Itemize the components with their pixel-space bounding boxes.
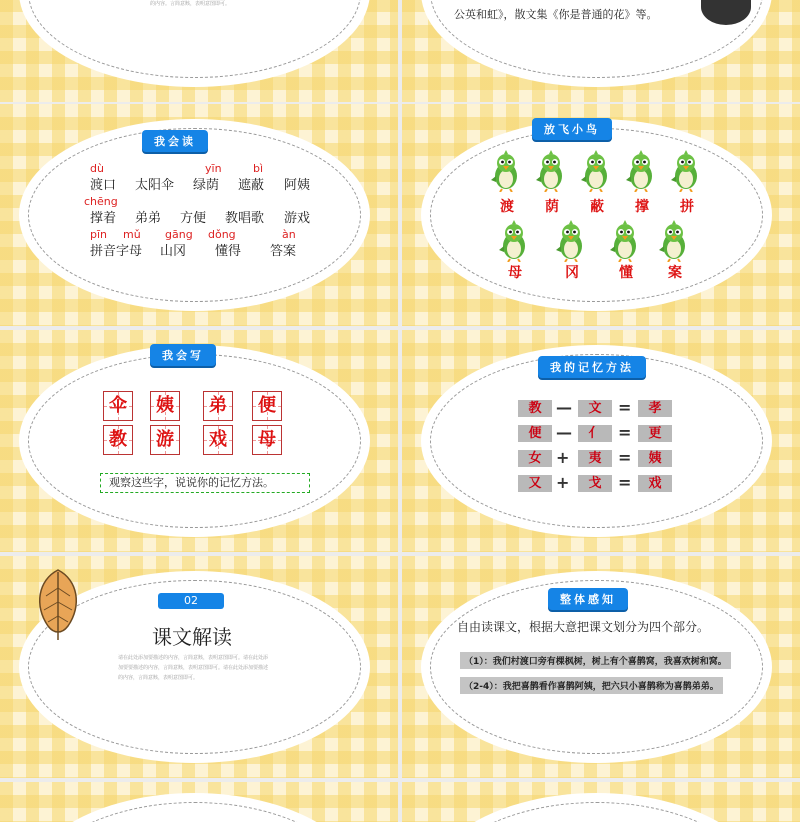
pinyin: chēng: [84, 195, 118, 208]
memory-operator: —: [556, 398, 572, 417]
tianzige-char: 母: [252, 425, 282, 455]
slide-birds[interactable]: [402, 104, 800, 326]
memory-result: 姨: [638, 450, 672, 467]
memory-operator: +: [556, 448, 570, 467]
memory-operand: 文: [578, 400, 612, 417]
word: 撑着: [90, 211, 117, 226]
leaf-icon: [30, 566, 90, 646]
bird-char: 蔽: [590, 199, 604, 215]
section-desc: 的内容，言简意赅，表明意图即可。: [118, 675, 199, 681]
slide-bottom-left[interactable]: [0, 782, 398, 822]
word: 游戏: [284, 211, 311, 226]
memory-operand: 又: [518, 475, 552, 492]
bird-char: 案: [668, 265, 682, 281]
word: 拼音字母: [90, 244, 143, 259]
pinyin: yīn: [205, 162, 222, 175]
bird-icon[interactable]: [533, 150, 569, 192]
bird-char: 母: [508, 265, 522, 281]
slide-write[interactable]: [0, 330, 398, 552]
word: 阿姨: [284, 178, 311, 193]
slide-overview[interactable]: [402, 556, 800, 778]
bird-icon[interactable]: [607, 220, 643, 262]
slide-section[interactable]: [0, 556, 398, 778]
pinyin: dǒng: [208, 228, 236, 241]
slide-top-right[interactable]: [402, 0, 800, 102]
slide-title-button[interactable]: 我的记忆方法: [538, 356, 646, 378]
memory-operand: 便: [518, 425, 552, 442]
tianzige-char: 姨: [150, 391, 180, 421]
memory-equals: =: [618, 448, 632, 467]
pinyin: pīn: [90, 228, 108, 241]
bird-icon[interactable]: [578, 150, 614, 192]
tianzige-char: 戏: [203, 425, 233, 455]
section-desc: 加要要描述的内容，言简意赅，表明意图即可。请在此处添加要描述: [118, 665, 269, 671]
tianzige-char: 教: [103, 425, 133, 455]
word: 教唱歌: [225, 211, 265, 226]
slide-title-button[interactable]: 我会写: [150, 344, 216, 366]
section-number-button[interactable]: 02: [158, 593, 224, 609]
word: 方便: [180, 211, 207, 226]
bird-char: 撑: [635, 199, 649, 215]
slide-panel: [22, 348, 367, 534]
bird-icon[interactable]: [496, 220, 532, 262]
slide-top-left[interactable]: [0, 0, 398, 102]
bird-char: 冈: [565, 265, 579, 281]
word: 山冈: [160, 244, 187, 259]
memory-operand: 教: [518, 400, 552, 417]
bird-char: 拼: [680, 199, 694, 215]
author-works-text: 公英和虹》，散文集《你是普通的花》等。: [454, 8, 658, 21]
tianzige-char: 便: [252, 391, 282, 421]
memory-result: 戏: [638, 475, 672, 492]
memory-operand: 戈: [578, 475, 612, 492]
pinyin: dù: [90, 162, 104, 175]
section-title: 课文解读: [152, 625, 232, 649]
memory-operator: +: [556, 473, 570, 492]
memory-result: 孝: [638, 400, 672, 417]
word: 渡口: [90, 178, 117, 193]
tianzige-char: 伞: [103, 391, 133, 421]
word: 遮蔽: [238, 178, 265, 193]
bird-icon[interactable]: [656, 220, 692, 262]
section-desc: 请在此处添加要描述的内容，言简意赅，表明意图即可。请在此处添: [118, 655, 269, 661]
slide-title-button[interactable]: 我会读: [142, 130, 208, 152]
memory-operator: —: [556, 423, 572, 442]
memory-operand: 夷: [578, 450, 612, 467]
tianzige-char: 游: [150, 425, 180, 455]
bird-icon[interactable]: [488, 150, 524, 192]
bird-char: 荫: [545, 199, 559, 215]
memory-prompt-box: 观察这些字，说说你的记忆方法。: [100, 473, 310, 493]
bird-char: 渡: [500, 199, 514, 215]
slide-text: 的内容。言简意赅，表明意图即可。: [150, 1, 231, 7]
slide-bottom-right[interactable]: [402, 782, 800, 822]
tianzige-char: 弟: [203, 391, 233, 421]
word: 懂得: [215, 244, 242, 259]
slide-read[interactable]: [0, 104, 398, 326]
memory-equals: =: [618, 423, 632, 442]
memory-operand: 亻: [578, 425, 612, 442]
bird-char: 懂: [619, 265, 633, 281]
memory-operand: 女: [518, 450, 552, 467]
overview-line: （1）：我们村渡口旁有棵枫树，树上有个喜鹊窝，我喜欢树和窝。: [460, 652, 731, 669]
slide-panel: [22, 0, 367, 84]
bird-icon[interactable]: [623, 150, 659, 192]
memory-equals: =: [618, 398, 632, 417]
bird-icon[interactable]: [668, 150, 704, 192]
word: 太阳伞: [135, 178, 175, 193]
pinyin: bì: [253, 162, 264, 175]
memory-equals: =: [618, 473, 632, 492]
word: 绿荫: [193, 178, 220, 193]
slide-memory[interactable]: [402, 330, 800, 552]
memory-result: 更: [638, 425, 672, 442]
pinyin: mǔ: [123, 228, 141, 241]
word: 答案: [270, 244, 297, 259]
word: 弟弟: [135, 211, 162, 226]
slide-title-button[interactable]: 整体感知: [548, 588, 628, 610]
pinyin: gāng: [165, 228, 193, 241]
overview-intro: 自由读课文，根据大意把课文划分为四个部分。: [457, 620, 710, 634]
pinyin: àn: [282, 228, 296, 241]
slide-title-button[interactable]: 放飞小鸟: [532, 118, 612, 140]
overview-line: （2-4）：我把喜鹊看作喜鹊阿姨，把六只小喜鹊称为喜鹊弟弟。: [460, 677, 723, 694]
bird-icon[interactable]: [553, 220, 589, 262]
